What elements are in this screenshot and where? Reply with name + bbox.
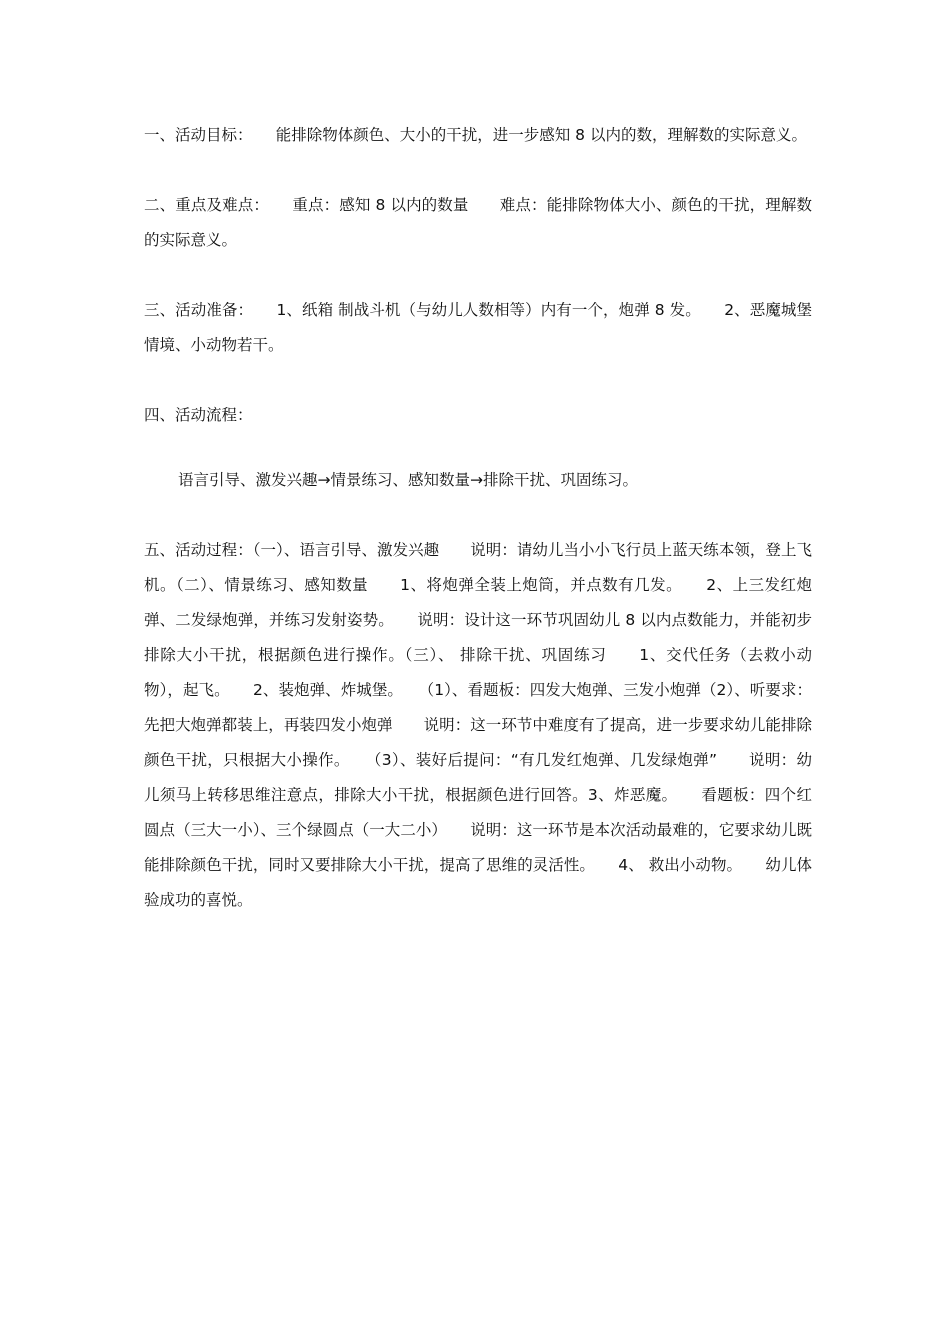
spacer <box>144 498 812 533</box>
document-body <box>144 118 812 918</box>
section-flow-steps: 语言引导、激发兴趣→情景练习、感知数量→排除干扰、巩固练习。 <box>178 471 638 489</box>
spacer <box>144 433 812 463</box>
spacer <box>144 363 812 398</box>
spacer <box>144 258 812 293</box>
section-process: 五、活动过程：（一）、语言引导、激发兴趣 说明：请幼儿当小小飞行员上蓝天练本领，登上飞机。（二）、情景练习、感知数量 1、将炮弹全装上炮筒，并点数有几发。 2、上三发红炮弹、二发绿炮弹，并练习发射姿势。 说明：设计这一环节巩固幼儿 8 以内点数能力，并能初步排除大小干扰，根据颜色进行操作。（三）、 排除干扰、巩固练习 1、交代任务（去救小动物），起飞。 2、装炮弹、炸城堡。 （1）、看题板：四发大炮弹、三发小炮弹（2）、听要求：先把大炮弹都装上，再装四发小炮弹 说明：这一环节中难度有了提高，进一步要求幼儿能排除颜色干扰，只根据大小操作。 （3）、装好后提问：“有几发红炮弹、几发绿炮弹” 说明：幼儿须马上转移思维注意点，排除大小干扰，根据颜色进行回答。3、炸恶魔。 看题板：四个红圆点（三大一小）、三个绿圆点（一大二小） 说明：这一环节是本次活动最难的，它要求幼儿既能排除颜色干扰，同时又要排除大小干扰，提高了思维的灵活性。 4、 救出小动物。 幼儿体验成功的喜悦。 <box>144 541 812 909</box>
section-goal: 一、活动目标： 能排除物体颜色、大小的干扰，进一步感知 8 以内的数，理解数的实际意义。 <box>144 126 807 144</box>
section-key-points: 二、重点及难点： 重点：感知 8 以内的数量 难点：能排除物体大小、颜色的干扰，理解数的实际意义。 <box>144 196 812 249</box>
section-flow-title: 四、活动流程： <box>144 406 253 424</box>
section-preparation: 三、活动准备： 1、纸箱 制战斗机（与幼儿人数相等）内有一个，炮弹 8 发。 2、恶魔城堡情境、小动物若干。 <box>144 301 812 354</box>
spacer <box>144 153 812 188</box>
